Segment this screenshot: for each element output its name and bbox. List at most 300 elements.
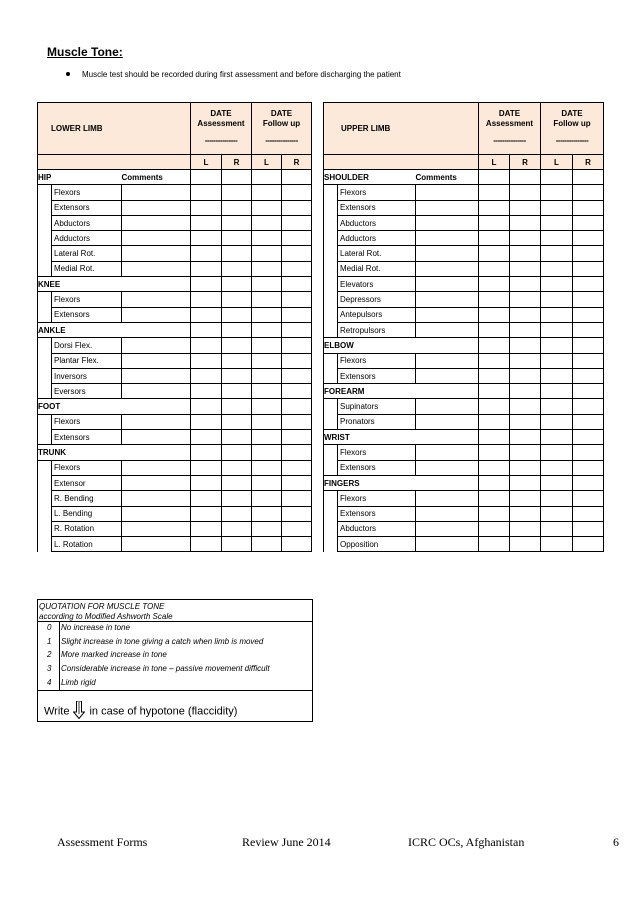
score-cell[interactable] bbox=[282, 215, 312, 230]
score-cell[interactable] bbox=[510, 414, 541, 429]
score-cell[interactable] bbox=[541, 261, 573, 276]
comments-cell[interactable] bbox=[416, 414, 479, 429]
comments-cell[interactable] bbox=[122, 430, 191, 445]
score-cell[interactable] bbox=[282, 460, 312, 475]
score-cell[interactable] bbox=[541, 506, 573, 521]
comments-cell[interactable] bbox=[122, 338, 191, 353]
score-cell[interactable] bbox=[191, 322, 222, 337]
score-cell[interactable] bbox=[191, 200, 222, 215]
section-row bbox=[324, 384, 604, 399]
score-cell[interactable] bbox=[573, 399, 604, 414]
score-cell[interactable] bbox=[282, 307, 312, 322]
indent-cell bbox=[38, 414, 52, 429]
score-cell[interactable] bbox=[282, 261, 312, 276]
score-cell[interactable] bbox=[479, 307, 510, 322]
score-cell[interactable] bbox=[573, 215, 604, 230]
comments-cell[interactable] bbox=[416, 399, 479, 414]
comments-cell[interactable] bbox=[122, 506, 191, 521]
score-cell[interactable] bbox=[191, 521, 222, 536]
score-cell[interactable] bbox=[252, 414, 282, 429]
score-cell[interactable] bbox=[573, 185, 604, 200]
indent-cell bbox=[38, 261, 52, 276]
score-cell[interactable] bbox=[252, 506, 282, 521]
comments-cell[interactable] bbox=[416, 185, 479, 200]
score-cell[interactable] bbox=[573, 261, 604, 276]
score-cell[interactable] bbox=[252, 185, 282, 200]
score-cell[interactable] bbox=[479, 384, 510, 399]
score-cell[interactable] bbox=[252, 307, 282, 322]
score-cell[interactable] bbox=[479, 170, 510, 185]
score-cell[interactable] bbox=[191, 384, 222, 399]
muscle-label: Extensors bbox=[338, 200, 416, 215]
muscle-label: Retropulsors bbox=[338, 322, 416, 337]
score-cell[interactable] bbox=[282, 521, 312, 536]
score-cell[interactable] bbox=[479, 521, 510, 536]
score-cell[interactable] bbox=[510, 537, 541, 552]
score-cell[interactable] bbox=[191, 460, 222, 475]
score-cell[interactable] bbox=[479, 491, 510, 506]
section-row bbox=[38, 399, 312, 414]
score-cell[interactable] bbox=[510, 460, 541, 475]
indent-cell bbox=[38, 338, 52, 353]
score-cell[interactable] bbox=[222, 246, 252, 261]
indent-cell bbox=[324, 460, 338, 475]
comments-cell[interactable] bbox=[122, 491, 191, 506]
comments-cell[interactable] bbox=[122, 414, 191, 429]
score-cell[interactable] bbox=[222, 414, 252, 429]
comments-cell[interactable] bbox=[416, 200, 479, 215]
score-cell[interactable] bbox=[191, 215, 222, 230]
score-cell[interactable] bbox=[510, 307, 541, 322]
score-cell[interactable] bbox=[541, 537, 573, 552]
score-cell[interactable] bbox=[252, 537, 282, 552]
comments-cell[interactable] bbox=[122, 185, 191, 200]
score-cell[interactable] bbox=[479, 414, 510, 429]
score-cell[interactable] bbox=[541, 368, 573, 383]
indent-cell bbox=[38, 491, 52, 506]
score-cell[interactable] bbox=[191, 246, 222, 261]
score-cell[interactable] bbox=[510, 185, 541, 200]
score-cell[interactable] bbox=[573, 246, 604, 261]
score-cell[interactable] bbox=[252, 399, 282, 414]
score-cell[interactable] bbox=[222, 491, 252, 506]
score-cell[interactable] bbox=[479, 200, 510, 215]
footer-center: Review June 2014 bbox=[242, 835, 331, 849]
comments-cell[interactable] bbox=[122, 231, 191, 246]
score-cell[interactable] bbox=[282, 537, 312, 552]
score-cell[interactable] bbox=[573, 506, 604, 521]
score-cell[interactable] bbox=[479, 506, 510, 521]
header-spacer bbox=[38, 155, 191, 170]
score-cell[interactable] bbox=[479, 537, 510, 552]
comments-cell[interactable] bbox=[122, 384, 191, 399]
score-cell[interactable] bbox=[222, 292, 252, 307]
score-cell[interactable] bbox=[510, 491, 541, 506]
score-cell[interactable] bbox=[541, 414, 573, 429]
score-cell[interactable] bbox=[191, 307, 222, 322]
score-cell[interactable] bbox=[191, 353, 222, 368]
hypotone-note bbox=[44, 701, 237, 722]
lower-limb-header: LOWER LIMB bbox=[38, 103, 191, 155]
comments-spacer bbox=[416, 475, 479, 490]
score-cell[interactable] bbox=[222, 338, 252, 353]
score-cell[interactable] bbox=[191, 414, 222, 429]
comments-cell[interactable] bbox=[416, 506, 479, 521]
comments-cell[interactable] bbox=[416, 231, 479, 246]
score-cell[interactable] bbox=[573, 368, 604, 383]
score-cell[interactable] bbox=[479, 231, 510, 246]
score-cell[interactable] bbox=[282, 368, 312, 383]
table-row bbox=[324, 277, 604, 292]
score-cell[interactable] bbox=[541, 231, 573, 246]
legend-subtitle: according to Modified Ashworth Scale bbox=[39, 612, 173, 621]
score-cell[interactable] bbox=[479, 261, 510, 276]
comments-header: Comments bbox=[122, 170, 191, 185]
left-column-header: L bbox=[252, 155, 282, 170]
score-cell[interactable] bbox=[252, 353, 282, 368]
score-cell[interactable] bbox=[252, 231, 282, 246]
comments-cell[interactable] bbox=[122, 261, 191, 276]
indent-cell bbox=[38, 246, 52, 261]
comments-cell[interactable] bbox=[122, 475, 191, 490]
score-cell[interactable] bbox=[541, 170, 573, 185]
section-row bbox=[38, 322, 312, 337]
comments-cell[interactable] bbox=[122, 215, 191, 230]
muscle-label: Abductors bbox=[338, 521, 416, 536]
indent-cell bbox=[324, 368, 338, 383]
score-cell[interactable] bbox=[541, 384, 573, 399]
indent-cell bbox=[38, 384, 52, 399]
score-cell[interactable] bbox=[191, 185, 222, 200]
table-row bbox=[38, 307, 312, 322]
score-cell[interactable] bbox=[282, 322, 312, 337]
indent-cell bbox=[324, 185, 338, 200]
score-cell[interactable] bbox=[191, 491, 222, 506]
table-row bbox=[324, 460, 604, 475]
score-cell[interactable] bbox=[222, 231, 252, 246]
score-cell[interactable] bbox=[252, 521, 282, 536]
score-cell[interactable] bbox=[479, 185, 510, 200]
score-cell[interactable] bbox=[510, 215, 541, 230]
legend-item bbox=[38, 637, 312, 650]
score-cell[interactable] bbox=[510, 200, 541, 215]
score-cell[interactable] bbox=[573, 353, 604, 368]
score-cell[interactable] bbox=[222, 445, 252, 460]
comments-cell[interactable] bbox=[122, 368, 191, 383]
score-cell[interactable] bbox=[541, 292, 573, 307]
instruction-bullet bbox=[66, 70, 401, 79]
score-cell[interactable] bbox=[252, 460, 282, 475]
score-cell[interactable] bbox=[510, 261, 541, 276]
table-row bbox=[38, 368, 312, 383]
score-cell[interactable] bbox=[252, 200, 282, 215]
comments-cell[interactable] bbox=[122, 292, 191, 307]
comments-cell[interactable] bbox=[122, 246, 191, 261]
score-cell[interactable] bbox=[222, 322, 252, 337]
score-cell[interactable] bbox=[222, 384, 252, 399]
score-cell[interactable] bbox=[541, 430, 573, 445]
comments-spacer bbox=[416, 338, 479, 353]
score-cell[interactable] bbox=[222, 506, 252, 521]
score-cell[interactable] bbox=[573, 307, 604, 322]
comments-cell[interactable] bbox=[122, 307, 191, 322]
score-cell[interactable] bbox=[222, 261, 252, 276]
score-cell[interactable] bbox=[573, 338, 604, 353]
score-cell[interactable] bbox=[479, 475, 510, 490]
score-cell[interactable] bbox=[252, 430, 282, 445]
table-row bbox=[38, 491, 312, 506]
score-cell[interactable] bbox=[479, 445, 510, 460]
score-cell[interactable] bbox=[510, 292, 541, 307]
score-cell[interactable] bbox=[222, 521, 252, 536]
score-cell[interactable] bbox=[541, 277, 573, 292]
score-cell[interactable] bbox=[282, 475, 312, 490]
comments-spacer bbox=[122, 322, 191, 337]
comments-cell[interactable] bbox=[122, 200, 191, 215]
double-down-arrow-icon bbox=[73, 701, 85, 722]
score-cell[interactable] bbox=[222, 475, 252, 490]
score-cell[interactable] bbox=[191, 368, 222, 383]
score-cell[interactable] bbox=[510, 506, 541, 521]
score-cell[interactable] bbox=[222, 170, 252, 185]
indent-cell bbox=[324, 215, 338, 230]
score-cell[interactable] bbox=[191, 261, 222, 276]
score-cell[interactable] bbox=[479, 292, 510, 307]
table-row bbox=[324, 521, 604, 536]
comments-cell[interactable] bbox=[416, 277, 479, 292]
score-cell[interactable] bbox=[222, 353, 252, 368]
score-cell[interactable] bbox=[282, 277, 312, 292]
score-cell[interactable] bbox=[252, 261, 282, 276]
score-cell[interactable] bbox=[573, 521, 604, 536]
comments-cell[interactable] bbox=[416, 307, 479, 322]
score-cell[interactable] bbox=[541, 246, 573, 261]
score-cell[interactable] bbox=[510, 322, 541, 337]
score-cell[interactable] bbox=[191, 475, 222, 490]
score-cell[interactable] bbox=[282, 414, 312, 429]
score-cell[interactable] bbox=[510, 475, 541, 490]
score-cell[interactable] bbox=[573, 384, 604, 399]
comments-cell[interactable] bbox=[416, 537, 479, 552]
score-cell[interactable] bbox=[252, 246, 282, 261]
score-cell[interactable] bbox=[282, 200, 312, 215]
score-cell[interactable] bbox=[479, 430, 510, 445]
score-cell[interactable] bbox=[510, 277, 541, 292]
score-cell[interactable] bbox=[222, 215, 252, 230]
score-cell[interactable] bbox=[191, 506, 222, 521]
comments-cell[interactable] bbox=[416, 353, 479, 368]
score-cell[interactable] bbox=[479, 399, 510, 414]
score-cell[interactable] bbox=[541, 399, 573, 414]
comments-cell[interactable] bbox=[416, 215, 479, 230]
score-cell[interactable] bbox=[541, 215, 573, 230]
score-cell[interactable] bbox=[252, 445, 282, 460]
score-cell[interactable] bbox=[573, 292, 604, 307]
score-cell[interactable] bbox=[541, 475, 573, 490]
score-cell[interactable] bbox=[510, 521, 541, 536]
score-cell[interactable] bbox=[541, 445, 573, 460]
muscle-label: Adductors bbox=[338, 231, 416, 246]
score-cell[interactable] bbox=[541, 307, 573, 322]
score-cell[interactable] bbox=[479, 460, 510, 475]
score-cell[interactable] bbox=[573, 277, 604, 292]
score-cell[interactable] bbox=[222, 537, 252, 552]
score-cell[interactable] bbox=[573, 537, 604, 552]
score-cell[interactable] bbox=[252, 384, 282, 399]
score-cell[interactable] bbox=[510, 445, 541, 460]
right-column-header: R bbox=[510, 155, 541, 170]
score-cell[interactable] bbox=[252, 170, 282, 185]
score-cell[interactable] bbox=[573, 491, 604, 506]
score-cell[interactable] bbox=[573, 170, 604, 185]
page-title: Muscle Tone: bbox=[47, 45, 123, 59]
score-cell[interactable] bbox=[191, 231, 222, 246]
score-cell[interactable] bbox=[222, 368, 252, 383]
table-row bbox=[38, 353, 312, 368]
legend-item bbox=[38, 623, 312, 636]
muscle-label: Extensor bbox=[52, 475, 122, 490]
score-cell[interactable] bbox=[479, 353, 510, 368]
score-cell[interactable] bbox=[252, 491, 282, 506]
score-cell[interactable] bbox=[541, 185, 573, 200]
score-cell[interactable] bbox=[510, 368, 541, 383]
comments-cell[interactable] bbox=[416, 322, 479, 337]
section-label: FINGERS bbox=[324, 475, 416, 490]
score-cell[interactable] bbox=[282, 399, 312, 414]
section-row bbox=[324, 430, 604, 445]
muscle-label: Abductors bbox=[52, 215, 122, 230]
score-cell[interactable] bbox=[222, 185, 252, 200]
score-cell[interactable] bbox=[510, 353, 541, 368]
score-cell[interactable] bbox=[282, 170, 312, 185]
score-cell[interactable] bbox=[479, 246, 510, 261]
table-row bbox=[38, 430, 312, 445]
score-cell[interactable] bbox=[573, 445, 604, 460]
score-cell[interactable] bbox=[479, 322, 510, 337]
muscle-label: Flexors bbox=[52, 185, 122, 200]
score-cell[interactable] bbox=[479, 215, 510, 230]
score-cell[interactable] bbox=[510, 384, 541, 399]
score-cell[interactable] bbox=[479, 368, 510, 383]
score-cell[interactable] bbox=[479, 277, 510, 292]
muscle-label: Lateral Rot. bbox=[52, 246, 122, 261]
score-cell[interactable] bbox=[252, 215, 282, 230]
score-cell[interactable] bbox=[191, 445, 222, 460]
score-cell[interactable] bbox=[222, 399, 252, 414]
score-cell[interactable] bbox=[510, 430, 541, 445]
legend-description: More marked increase in tone bbox=[61, 650, 167, 660]
score-cell[interactable] bbox=[222, 200, 252, 215]
score-cell[interactable] bbox=[191, 338, 222, 353]
score-cell[interactable] bbox=[573, 322, 604, 337]
score-cell[interactable] bbox=[191, 430, 222, 445]
comments-cell[interactable] bbox=[122, 353, 191, 368]
score-cell[interactable] bbox=[573, 460, 604, 475]
score-cell[interactable] bbox=[282, 231, 312, 246]
score-cell[interactable] bbox=[541, 460, 573, 475]
comments-cell[interactable] bbox=[416, 521, 479, 536]
score-cell[interactable] bbox=[573, 200, 604, 215]
indent-cell bbox=[324, 521, 338, 536]
score-cell[interactable] bbox=[510, 338, 541, 353]
comments-cell[interactable] bbox=[416, 491, 479, 506]
score-cell[interactable] bbox=[510, 231, 541, 246]
muscle-label: Flexors bbox=[338, 185, 416, 200]
score-cell[interactable] bbox=[282, 353, 312, 368]
score-cell[interactable] bbox=[282, 338, 312, 353]
score-cell[interactable] bbox=[191, 399, 222, 414]
score-cell[interactable] bbox=[541, 322, 573, 337]
score-cell[interactable] bbox=[252, 322, 282, 337]
score-cell[interactable] bbox=[573, 414, 604, 429]
score-cell[interactable] bbox=[541, 491, 573, 506]
score-cell[interactable] bbox=[479, 338, 510, 353]
table-row bbox=[324, 215, 604, 230]
comments-cell[interactable] bbox=[122, 521, 191, 536]
table-row bbox=[324, 353, 604, 368]
score-cell[interactable] bbox=[573, 231, 604, 246]
comments-cell[interactable] bbox=[416, 445, 479, 460]
score-cell[interactable] bbox=[282, 384, 312, 399]
score-cell[interactable] bbox=[282, 185, 312, 200]
score-cell[interactable] bbox=[282, 445, 312, 460]
score-cell[interactable] bbox=[191, 170, 222, 185]
muscle-label: Eversors bbox=[52, 384, 122, 399]
score-cell[interactable] bbox=[222, 460, 252, 475]
score-cell[interactable] bbox=[573, 475, 604, 490]
score-cell[interactable] bbox=[541, 200, 573, 215]
score-cell[interactable] bbox=[252, 475, 282, 490]
score-cell[interactable] bbox=[191, 277, 222, 292]
score-cell[interactable] bbox=[282, 246, 312, 261]
comments-cell[interactable] bbox=[416, 246, 479, 261]
comments-cell[interactable] bbox=[416, 292, 479, 307]
score-cell[interactable] bbox=[282, 292, 312, 307]
score-cell[interactable] bbox=[252, 277, 282, 292]
score-cell[interactable] bbox=[252, 292, 282, 307]
score-cell[interactable] bbox=[222, 430, 252, 445]
comments-cell[interactable] bbox=[416, 460, 479, 475]
score-cell[interactable] bbox=[541, 338, 573, 353]
date-assessment-header: DATE Assessment --------------- bbox=[479, 103, 541, 155]
table-row bbox=[324, 537, 604, 552]
score-cell[interactable] bbox=[222, 307, 252, 322]
section-row bbox=[38, 170, 312, 185]
score-cell[interactable] bbox=[282, 506, 312, 521]
score-cell[interactable] bbox=[541, 353, 573, 368]
score-cell[interactable] bbox=[510, 399, 541, 414]
score-cell[interactable] bbox=[510, 246, 541, 261]
table-row bbox=[324, 368, 604, 383]
comments-cell[interactable] bbox=[416, 261, 479, 276]
score-cell[interactable] bbox=[573, 430, 604, 445]
score-cell[interactable] bbox=[282, 430, 312, 445]
score-cell[interactable] bbox=[191, 292, 222, 307]
comments-cell[interactable] bbox=[122, 460, 191, 475]
score-cell[interactable] bbox=[541, 521, 573, 536]
score-cell[interactable] bbox=[252, 338, 282, 353]
write-label: Write bbox=[44, 705, 70, 718]
indent-cell bbox=[38, 185, 52, 200]
comments-cell[interactable] bbox=[122, 537, 191, 552]
score-cell[interactable] bbox=[510, 170, 541, 185]
score-cell[interactable] bbox=[222, 277, 252, 292]
score-cell[interactable] bbox=[191, 537, 222, 552]
score-cell[interactable] bbox=[282, 491, 312, 506]
left-column-header: L bbox=[541, 155, 573, 170]
comments-cell[interactable] bbox=[416, 368, 479, 383]
score-cell[interactable] bbox=[252, 368, 282, 383]
